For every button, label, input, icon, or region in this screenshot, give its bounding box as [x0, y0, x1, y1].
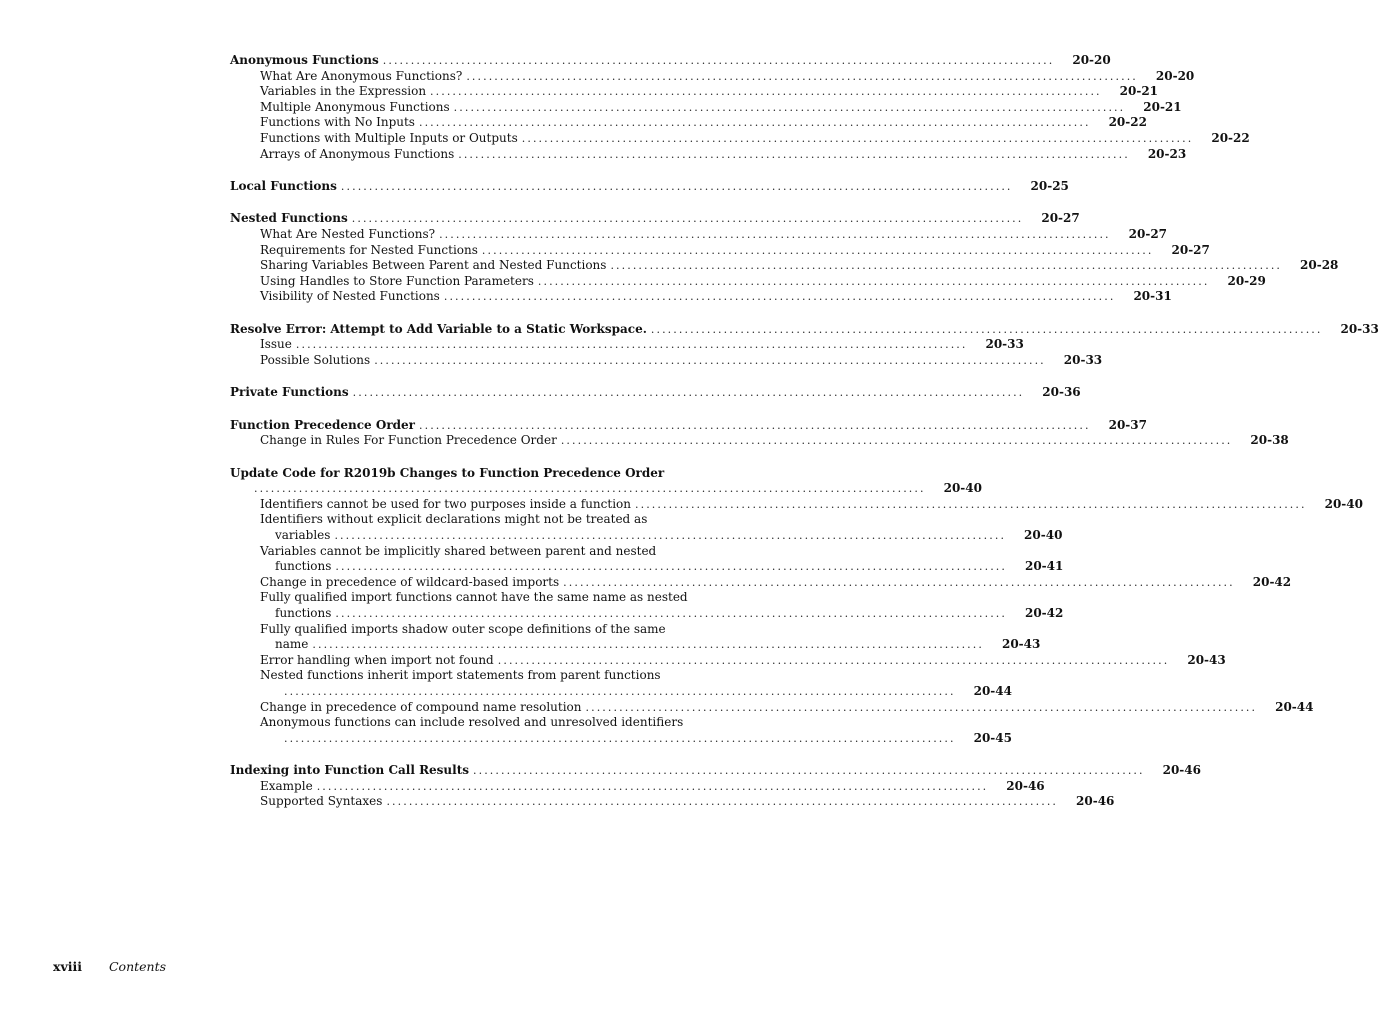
toc-subentry-continuation [230, 528, 1063, 544]
toc-entry-title: functions [275, 606, 332, 620]
toc-entry-page: 20-46 [1162, 763, 1201, 778]
toc-entry-page: 20-44 [1275, 699, 1314, 714]
leader-dots: ........................................................................................................................ [374, 353, 1046, 367]
toc-subentry[interactable] [230, 433, 1289, 449]
toc-subentry-continuation [230, 730, 1012, 747]
toc-entry-page: 20-27 [1041, 211, 1080, 226]
toc-entry-title: Functions with Multiple Inputs or Outputs [260, 130, 518, 145]
toc-entry-title: Possible Solutions [260, 352, 371, 367]
toc-entry-title: Function Precedence Order [230, 417, 415, 432]
toc-entry-title: Arrays of Anonymous Functions [260, 146, 455, 161]
toc-subentry-continuation [230, 637, 1041, 653]
toc-entry-continuation [230, 481, 982, 497]
toc-entry-title: Change in precedence of wildcard-based imports [260, 574, 560, 589]
toc-entry-page: 20-43 [1001, 637, 1041, 652]
leader-dots: ........................................................................................................................ [439, 227, 1111, 241]
toc-subentry[interactable] [230, 778, 1045, 795]
toc-entry-page: 20-21 [1119, 84, 1159, 99]
toc-subentry[interactable] [230, 99, 1182, 116]
leader-dots: ........................................................................................................................ [537, 274, 1210, 288]
leader-dots: ........................................................................................................................ [650, 322, 1323, 336]
leader-dots: ........................................................................................................................ [453, 100, 1126, 114]
toc-subentry[interactable] [230, 352, 1103, 369]
toc-entry-page: 20-40 [1324, 496, 1363, 511]
leader-dots: ........................................................................................................................ [610, 259, 1283, 273]
leader-dots: ........................................................................................................................ [563, 575, 1235, 589]
toc-entry-page: 20-28 [1300, 258, 1339, 273]
table-of-contents [230, 53, 1379, 827]
toc-entry-page: 20-22 [1108, 115, 1147, 130]
toc-subentry[interactable] [230, 146, 1187, 163]
toc-entry-page: 20-38 [1250, 433, 1289, 448]
toc-subentry[interactable] [230, 652, 1226, 669]
leader-dots: ........................................................................................................................ [418, 116, 1091, 130]
toc-entry[interactable] [230, 178, 1069, 195]
toc-subentry[interactable] [230, 273, 1266, 290]
leader-dots: ........................................................................................................................ [386, 795, 1059, 809]
leader-dots: ........................................................................................................................ [284, 731, 956, 745]
toc-subentry[interactable] [230, 258, 1339, 274]
leader-dots: ........................................................................................................................ [585, 700, 1258, 714]
toc-entry-page: 20-22 [1211, 130, 1250, 145]
toc-entry-title[interactable]: Update Code for R2019b Changes to Function Precedence Order [230, 465, 665, 480]
leader-dots: ........................................................................................................................ [466, 69, 1138, 83]
toc-entry-page: 20-29 [1227, 273, 1266, 288]
toc-entry-page: 20-42 [1024, 606, 1064, 620]
leader-dots: ........................................................................................................................ [316, 779, 989, 793]
leader-dots: ........................................................................................................................ [497, 653, 1170, 667]
toc-subentry-title[interactable]: Anonymous functions can include resolved and unresolved identifiers [260, 715, 684, 730]
leader-dots: ........................................................................................................................ [254, 482, 926, 496]
toc-subentry[interactable] [230, 794, 1115, 810]
toc-entry-title: name [275, 637, 309, 652]
toc-entry-title: Indexing into Function Call Results [230, 763, 470, 778]
toc-subentry[interactable] [230, 226, 1168, 243]
toc-entry-title: Supported Syntaxes [260, 794, 383, 809]
toc-entry[interactable] [230, 211, 1080, 227]
toc-subentry[interactable] [230, 115, 1147, 131]
toc-entry-title: Change in precedence of compound name resolution [260, 699, 582, 714]
toc-entry-page: 20-46 [1076, 794, 1115, 809]
toc-section-local-functions [230, 178, 1069, 195]
toc-entry[interactable] [230, 53, 1111, 69]
page-footer [53, 959, 166, 974]
toc-subentry[interactable] [230, 574, 1292, 591]
toc-subentry[interactable] [230, 699, 1314, 716]
footer-label: Contents [108, 959, 167, 974]
toc-subentry[interactable] [230, 130, 1250, 147]
toc-section-private-functions [230, 385, 1081, 401]
toc-subentry-continuation [230, 559, 1064, 575]
toc-entry-title: Multiple Anonymous Functions [260, 99, 450, 114]
toc-entry-page: 20-46 [1006, 778, 1045, 793]
toc-subentry[interactable] [230, 289, 1172, 305]
leader-dots: ........................................................................................................................ [312, 638, 984, 652]
leader-dots: ........................................................................................................................ [560, 434, 1233, 448]
toc-section-nested-functions [230, 211, 1339, 305]
toc-entry-page: 20-31 [1133, 289, 1172, 304]
leader-dots: ........................................................................................................................ [521, 131, 1194, 145]
toc-subentry-continuation [230, 683, 1012, 700]
leader-dots: ........................................................................................................................ [334, 529, 1007, 543]
page-number: xviii [53, 959, 82, 974]
toc-subentry-continuation [230, 606, 1064, 622]
toc-section-resolve-error [230, 321, 1379, 369]
leader-dots: ........................................................................................................................ [351, 212, 1024, 226]
toc-subentry-title[interactable]: Variables cannot be implicitly shared between parent and nested [260, 543, 657, 558]
toc-subentry[interactable] [230, 84, 1159, 100]
toc-entry-page: 20-27 [1128, 226, 1168, 241]
leader-dots: ........................................................................................................................ [481, 243, 1154, 257]
toc-entry[interactable] [230, 321, 1379, 338]
toc-entry-page: 20-23 [1147, 146, 1187, 161]
toc-entry-title: Identifiers cannot be used for two purposes inside a function [260, 496, 631, 511]
toc-entry-page: 20-36 [1042, 385, 1081, 400]
toc-entry-page: 20-33 [985, 337, 1024, 352]
toc-entry-title: What Are Nested Functions? [260, 226, 436, 241]
toc-subentry-title[interactable]: Nested functions inherit import statements from parent functions [260, 668, 661, 683]
toc-entry-page: 20-44 [973, 683, 1012, 698]
leader-dots: ........................................................................................................................ [443, 290, 1116, 304]
toc-entry-page: 20-43 [1187, 652, 1226, 667]
toc-subentry-title[interactable]: Identifiers without explicit declarations might not be treated as [260, 512, 648, 527]
toc-entry-page: 20-45 [973, 730, 1012, 745]
leader-dots: ........................................................................................................................ [284, 684, 956, 698]
toc-entry-title: variables [275, 528, 331, 543]
leader-dots: ........................................................................................................................ [340, 179, 1013, 193]
toc-entry-page: 20-33 [1340, 321, 1379, 336]
toc-entry-title: Issue [260, 337, 292, 352]
leader-dots: ........................................................................................................................ [352, 386, 1025, 400]
leader-dots: ........................................................................................................................ [635, 497, 1307, 511]
toc-subentry[interactable] [230, 68, 1195, 85]
toc-subentry[interactable] [230, 496, 1363, 513]
toc-subentry-title[interactable]: Fully qualified imports shadow outer scope definitions of the same [260, 621, 666, 636]
toc-entry-title: Using Handles to Store Function Parameters [260, 273, 534, 288]
toc-entry-page: 20-20 [1155, 68, 1195, 83]
toc-subentry[interactable] [230, 337, 1024, 353]
toc-subentry-title[interactable]: Fully qualified import functions cannot have the same name as nested [260, 590, 688, 605]
toc-entry-title: Functions with No Inputs [260, 115, 415, 130]
toc-entry-page: 20-37 [1108, 417, 1147, 432]
toc-section-function-precedence-order [230, 417, 1289, 449]
toc-entry-title: Error handling when import not found [260, 652, 494, 667]
toc-section-anonymous-functions [230, 53, 1250, 162]
leader-dots: ........................................................................................................................ [335, 560, 1007, 574]
toc-entry[interactable] [230, 763, 1201, 779]
toc-entry-title: Change in Rules For Function Precedence Order [260, 433, 557, 448]
toc-entry-title: Requirements for Nested Functions [260, 242, 478, 257]
toc-entry-title: functions [275, 559, 332, 574]
toc-subentry[interactable] [230, 242, 1210, 259]
toc-entry-page: 20-27 [1171, 242, 1210, 257]
toc-section-update-code [230, 465, 1363, 747]
toc-entry[interactable] [230, 417, 1147, 434]
leader-dots: ........................................................................................................................ [419, 418, 1091, 432]
toc-entry-title: Example [260, 778, 313, 793]
leader-dots: ........................................................................................................................ [473, 764, 1145, 778]
toc-entry-page: 20-33 [1063, 352, 1103, 367]
toc-entry-page: 20-20 [1072, 53, 1111, 67]
leader-dots: ........................................................................................................................ [430, 85, 1102, 99]
toc-entry-title: Local Functions [230, 178, 337, 193]
toc-entry-page: 20-41 [1024, 559, 1064, 574]
toc-entry-title: Nested Functions [230, 211, 348, 226]
leader-dots: ........................................................................................................................ [295, 338, 968, 352]
toc-section-indexing [230, 763, 1201, 810]
toc-entry[interactable] [230, 385, 1081, 401]
toc-entry-title: Visibility of Nested Functions [260, 289, 440, 304]
leader-dots: ........................................................................................................................ [458, 147, 1130, 161]
toc-entry-title: Anonymous Functions [230, 53, 379, 67]
toc-entry-title: Variables in the Expression [260, 84, 427, 99]
toc-entry-page: 20-42 [1252, 574, 1292, 589]
toc-entry-page: 20-40 [943, 481, 982, 496]
leader-dots: ........................................................................................................................ [335, 607, 1007, 620]
toc-entry-page: 20-40 [1024, 528, 1063, 543]
toc-entry-page: 20-25 [1030, 178, 1069, 193]
leader-dots: ........................................................................................................................ [382, 54, 1055, 67]
toc-entry-title: Private Functions [230, 385, 349, 400]
toc-entry-title: Sharing Variables Between Parent and Nested Functions [260, 258, 607, 273]
toc-entry-title: Resolve Error: Attempt to Add Variable to a Static Workspace. [230, 321, 647, 336]
toc-entry-title: What Are Anonymous Functions? [260, 68, 463, 83]
toc-entry-page: 20-21 [1143, 99, 1182, 114]
